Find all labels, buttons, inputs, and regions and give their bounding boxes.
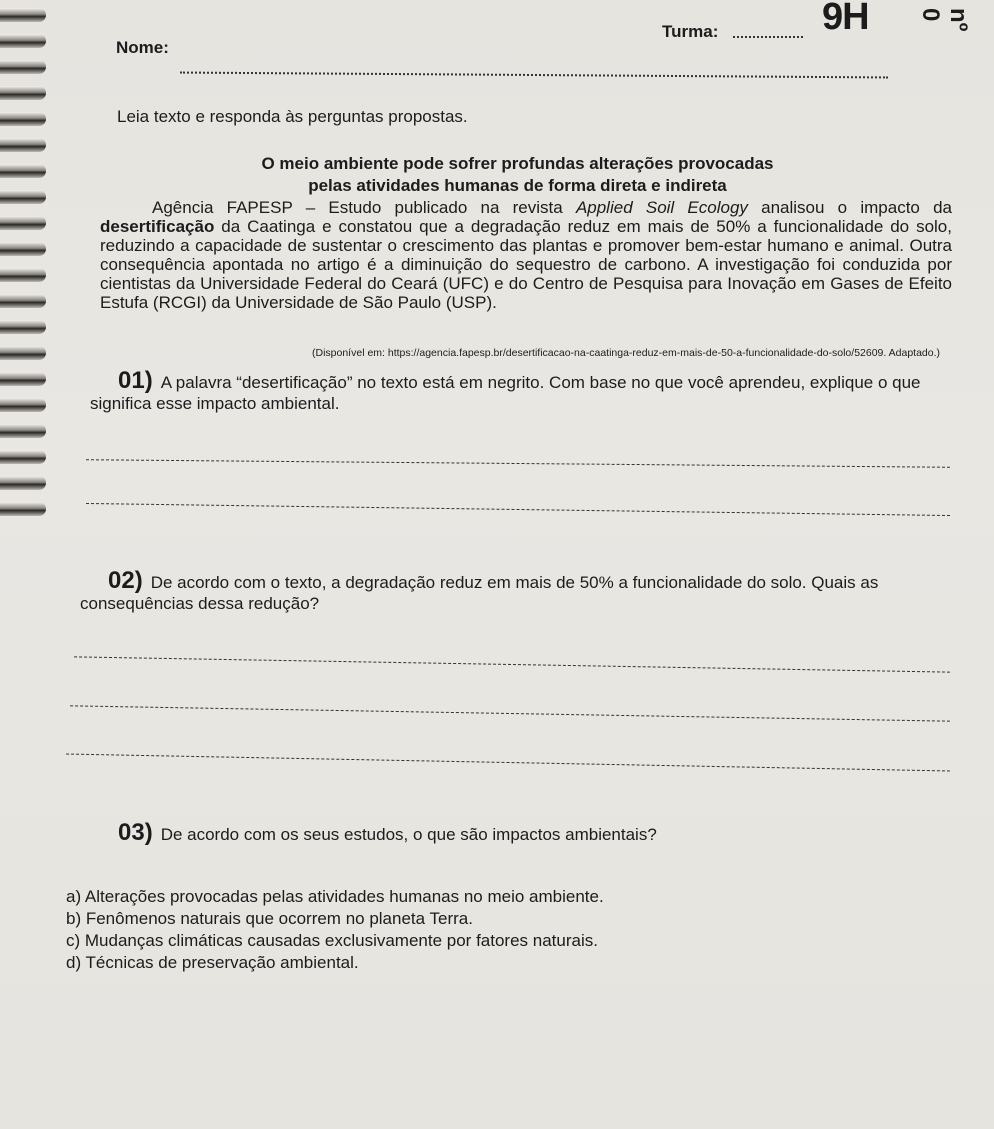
option-a[interactable]: a) Alterações provocadas pelas atividades humanas no meio ambiente. [66, 887, 604, 906]
question-3 [90, 819, 952, 846]
turma-label: Turma: [662, 22, 719, 41]
question-1 [90, 367, 952, 414]
article-rest: da Caatinga e constatou que a degradação reduz em mais de 50% a funcionalidade do solo, reduzindo a capacidade de sustentar o crescimento das plantas e promover bem-estar humano e animal. Outra consequência apontada no artigo é a diminuição do sequestro de carbono. A investigação foi conduzida por cientistas da Universidade Federal do Ceará (UFC) e do Centro de Pesquisa para Inovação em Gases de Efeito Estufa (RCGI) da Universidade de São Paulo (USP). [100, 217, 952, 312]
bold-term: desertificação [100, 217, 215, 236]
article-body [100, 198, 952, 312]
nome-field[interactable] [180, 72, 888, 79]
article-title [230, 153, 805, 197]
answer-line-1a[interactable] [86, 459, 950, 468]
corner-mark: 9H [822, 0, 869, 38]
option-b[interactable]: b) Fenômenos naturais que ocorrem no planeta Terra. [66, 909, 473, 928]
question-2-number: 02) [108, 567, 143, 594]
question-3-text: De acordo com os seus estudos, o que são impactos ambientais? [160, 825, 657, 844]
question-2-text: De acordo com o texto, a degradação reduz em mais de 50% a funcionalidade do solo. Quais as consequências dessa redução? [80, 573, 879, 613]
article-title-line-2: pelas atividades humanas de forma direta e indireta [308, 176, 727, 195]
article-title-line-1: O meio ambiente pode sofrer profundas alterações provocadas [261, 154, 774, 173]
question-1-number: 01) [118, 367, 153, 394]
answer-line-2c[interactable] [66, 754, 950, 772]
question-2 [80, 567, 952, 614]
journal-name: Applied Soil Ecology [575, 198, 748, 217]
article-intro: Agência FAPESP – Estudo publicado na revista [152, 198, 576, 217]
turma-field[interactable] [733, 36, 803, 38]
answer-line-1b[interactable] [86, 503, 950, 516]
vertical-mark: nº 0 [917, 8, 972, 32]
article-source: (Disponível em: https://agencia.fapesp.br/desertificacao-na-caatinga-reduz-em-mais-de-50-a-funcionalidade-do-solo/52609. Adaptado.) [312, 347, 941, 359]
question-1-text: A palavra “desertificação” no texto está em negrito. Com base no que você aprendeu, explique o que significa esse impacto ambiental. [90, 373, 921, 413]
article-intro-cont: analisou o impacto da [747, 198, 953, 217]
answer-line-2a[interactable] [74, 656, 950, 672]
answer-line-2b[interactable] [70, 705, 950, 721]
option-d[interactable]: d) Técnicas de preservação ambiental. [66, 953, 359, 972]
nome-label: Nome: [116, 38, 169, 57]
question-3-number: 03) [118, 819, 153, 846]
spiral-binding [0, 0, 55, 540]
option-c[interactable]: c) Mudanças climáticas causadas exclusivamente por fatores naturais. [66, 931, 598, 950]
instruction-text: Leia texto e responda às perguntas propostas. [117, 107, 468, 126]
question-3-options [66, 886, 946, 974]
